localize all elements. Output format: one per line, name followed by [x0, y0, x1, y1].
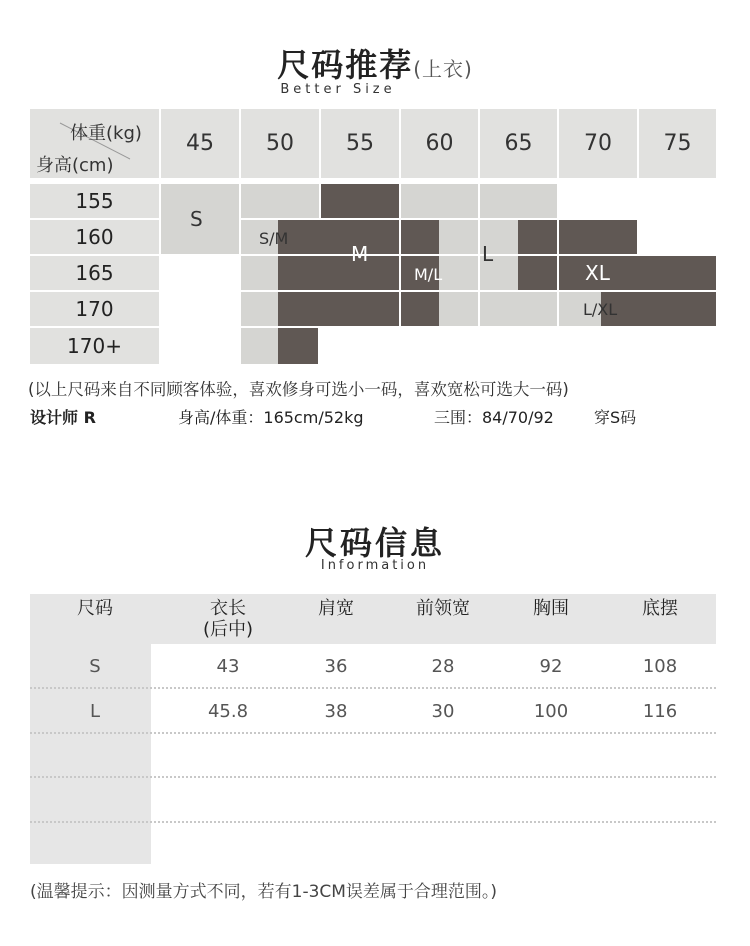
- grid-cell-light: [241, 292, 278, 326]
- height-row-label: 155: [30, 184, 159, 218]
- weight-header: 50: [241, 109, 319, 178]
- grid-cell-light: [439, 220, 478, 254]
- cell-shoulder: 36: [324, 656, 348, 677]
- grid-cell-dark: [401, 292, 439, 326]
- table-corner-cell: [30, 109, 159, 178]
- grid-cell-dark: [278, 220, 399, 254]
- recommend-title-text: 尺码推荐: [277, 46, 414, 84]
- size-label-sm: S/M: [259, 229, 289, 248]
- info-table-size-column-bg: [30, 644, 151, 864]
- row-divider: [30, 821, 716, 823]
- weight-header: 65: [480, 109, 557, 178]
- height-row-label: 170+: [30, 328, 159, 364]
- grid-cell-dark: [401, 220, 439, 254]
- grid-cell-dark: [518, 256, 557, 290]
- col-header-hem: 底摆: [642, 598, 678, 619]
- col-header-length-note: (后中): [202, 619, 254, 640]
- weight-header: 55: [321, 109, 399, 178]
- cell-chest: 100: [533, 701, 569, 722]
- grid-cell-light: [480, 184, 557, 218]
- grid-cell-light: [480, 292, 557, 326]
- recommend-title-suffix: (上衣): [413, 57, 473, 81]
- grid-cell-dark: [518, 220, 557, 254]
- grid-cell-dark: [601, 292, 716, 326]
- info-subtitle: Information: [320, 558, 430, 573]
- recommend-title: [0, 40, 750, 86]
- cell-length: 43: [216, 656, 240, 677]
- cell-hem: 108: [642, 656, 678, 677]
- col-header-shoulder: 肩宽: [318, 598, 354, 619]
- col-header-size: 尺码: [77, 598, 113, 619]
- size-label-s: S: [190, 207, 203, 231]
- height-axis-label: 身高(cm): [36, 155, 114, 176]
- cell-chest: 92: [539, 656, 563, 677]
- info-footnote: (温馨提示：因测量方式不同，若有1-3CM误差属于合理范围。): [30, 882, 498, 902]
- weight-header: 70: [559, 109, 637, 178]
- cell-shoulder: 38: [324, 701, 348, 722]
- grid-cell-dark: [321, 184, 399, 218]
- grid-cell-light: [439, 292, 478, 326]
- col-header-length: [178, 598, 278, 640]
- weight-header: 75: [639, 109, 716, 178]
- grid-cell-dark: [278, 256, 399, 290]
- size-label-l: L: [482, 242, 494, 266]
- row-divider: [30, 687, 716, 689]
- grid-cell-light: [241, 256, 278, 290]
- row-divider: [30, 776, 716, 778]
- cell-length: 45.8: [207, 701, 249, 722]
- size-label-xl: XL: [585, 261, 610, 285]
- info-title: 尺码信息: [304, 524, 445, 562]
- size-label-m: M: [351, 242, 369, 266]
- grid-cell-dark: [559, 256, 716, 290]
- size-label-ml: M/L: [414, 265, 443, 284]
- cell-size: L: [89, 701, 101, 722]
- row-divider: [30, 732, 716, 734]
- weight-header: 60: [401, 109, 478, 178]
- designer-body: 身高/体重：165cm/52kg: [178, 408, 364, 427]
- weight-header: 45: [161, 109, 239, 178]
- grid-cell-light: [241, 184, 319, 218]
- col-header-neck: 前领宽: [416, 598, 470, 619]
- cell-neck: 28: [431, 656, 455, 677]
- weight-axis-label: 体重(kg): [70, 123, 142, 144]
- designer-label: 设计师 R: [30, 408, 96, 427]
- grid-cell-light: [241, 328, 278, 364]
- col-header-chest: 胸围: [533, 598, 569, 619]
- cell-neck: 30: [431, 701, 455, 722]
- designer-measurements: 三围：84/70/92: [434, 408, 554, 427]
- grid-cell-dark: [559, 220, 637, 254]
- size-label-lxl: L/XL: [583, 300, 618, 319]
- col-header-length-main: 衣长: [210, 598, 246, 619]
- height-row-label: 160: [30, 220, 159, 254]
- cell-size: S: [89, 656, 101, 677]
- cell-hem: 116: [642, 701, 678, 722]
- height-row-label: 165: [30, 256, 159, 290]
- grid-cell-light: [439, 256, 478, 290]
- height-row-label: 170: [30, 292, 159, 326]
- grid-cell-light: [401, 184, 478, 218]
- grid-cell-dark: [278, 328, 318, 364]
- recommend-subtitle: Better Size: [280, 82, 396, 97]
- designer-wears: 穿S码: [594, 408, 637, 427]
- grid-cell-dark: [278, 292, 399, 326]
- recommend-tip: (以上尺码来自不同顾客体验，喜欢修身可选小一码，喜欢宽松可选大一码): [28, 380, 569, 399]
